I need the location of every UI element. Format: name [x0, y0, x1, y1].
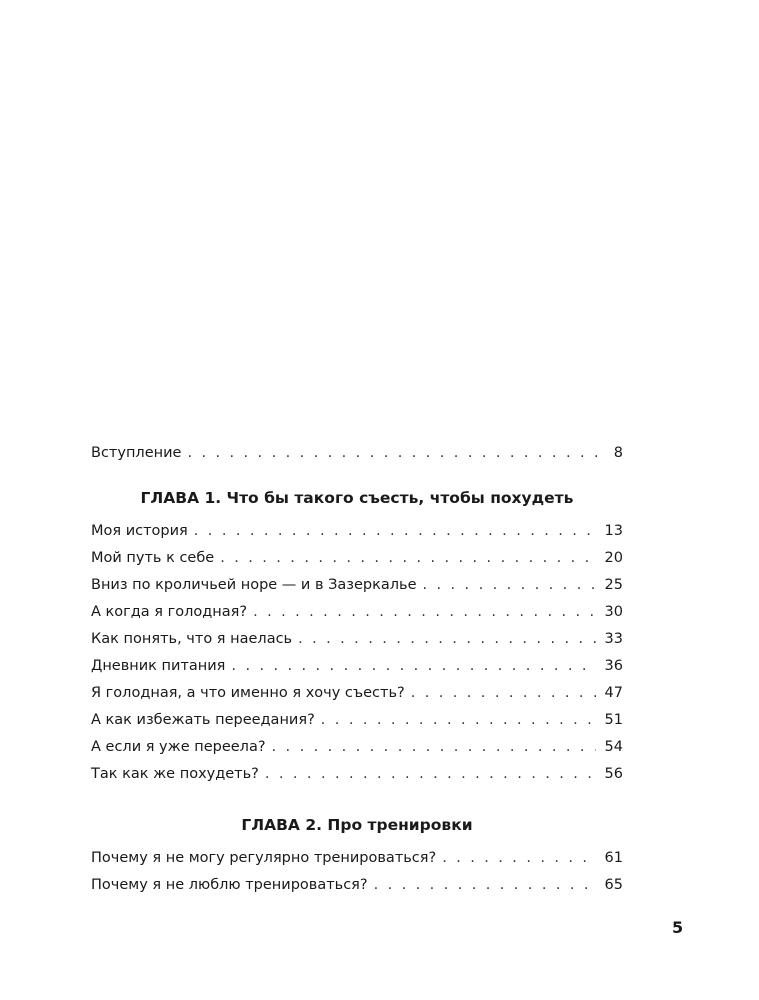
toc-dot-leader — [374, 872, 596, 899]
toc-entry — [91, 545, 623, 572]
toc-entry-page: 20 — [604, 550, 623, 566]
toc-dot-leader — [321, 707, 596, 734]
toc-entry-page: 25 — [604, 577, 623, 593]
toc-entry — [91, 872, 623, 899]
toc-entry — [91, 707, 623, 734]
toc-dot-leader — [187, 440, 604, 467]
toc-dot-leader — [253, 599, 595, 626]
toc-entry-page: 8 — [613, 445, 623, 461]
toc-entry-page: 30 — [604, 604, 623, 620]
toc-entry-title: Почему я не могу регулярно тренироваться? — [91, 850, 437, 866]
toc-entry-intro — [91, 440, 623, 467]
page-number: 5 — [672, 918, 684, 937]
toc-entry — [91, 572, 623, 599]
toc-dot-leader — [220, 545, 595, 572]
toc-entry-title: Моя история — [91, 523, 188, 539]
toc-entry-page: 33 — [604, 631, 623, 647]
toc-entry-page: 54 — [604, 739, 623, 755]
toc-entry-title: Дневник питания — [91, 658, 226, 674]
toc-entry-title: Вниз по кроличьей норе — и в Зазеркалье — [91, 577, 417, 593]
toc-dot-leader — [194, 518, 596, 545]
toc-entry — [91, 599, 623, 626]
toc-dot-leader — [272, 734, 596, 761]
toc-entry — [91, 845, 623, 872]
toc-entry-title: Почему я не люблю тренироваться? — [91, 877, 368, 893]
toc-entry — [91, 626, 623, 653]
toc-entry-title: А когда я голодная? — [91, 604, 248, 620]
toc-entry-page: 47 — [604, 685, 623, 701]
toc-dot-leader — [442, 845, 595, 872]
toc-entry-title: А если я уже переела? — [91, 739, 266, 755]
table-of-contents — [91, 440, 623, 899]
toc-entry-page: 61 — [604, 850, 623, 866]
toc-dot-leader — [231, 653, 595, 680]
toc-entry-title: А как избежать переедания? — [91, 712, 315, 728]
toc-entry — [91, 734, 623, 761]
toc-dot-leader — [265, 761, 596, 788]
chapter-2-heading: ГЛАВА 2. Про тренировки — [241, 816, 473, 834]
toc-entry-page: 56 — [604, 766, 623, 782]
toc-entry — [91, 761, 623, 788]
toc-entry-title: Я голодная, а что именно я хочу съесть? — [91, 685, 405, 701]
toc-entry — [91, 680, 623, 707]
toc-entry — [91, 653, 623, 680]
toc-entry-title: Мой путь к себе — [91, 550, 215, 566]
toc-entry-page: 51 — [604, 712, 623, 728]
toc-entry-page: 13 — [604, 523, 623, 539]
toc-entry — [91, 518, 623, 545]
toc-dot-leader — [423, 572, 596, 599]
toc-dot-leader — [298, 626, 595, 653]
toc-entry-page: 36 — [604, 658, 623, 674]
toc-entry-page: 65 — [604, 877, 623, 893]
toc-entry-title: Как понять, что я наелась — [91, 631, 293, 647]
toc-dot-leader — [411, 680, 596, 707]
toc-entry-title: Вступление — [91, 445, 182, 461]
chapter-1-heading: ГЛАВА 1. Что бы такого съесть, чтобы похудеть — [140, 489, 574, 507]
toc-entry-title: Так как же похудеть? — [91, 766, 259, 782]
